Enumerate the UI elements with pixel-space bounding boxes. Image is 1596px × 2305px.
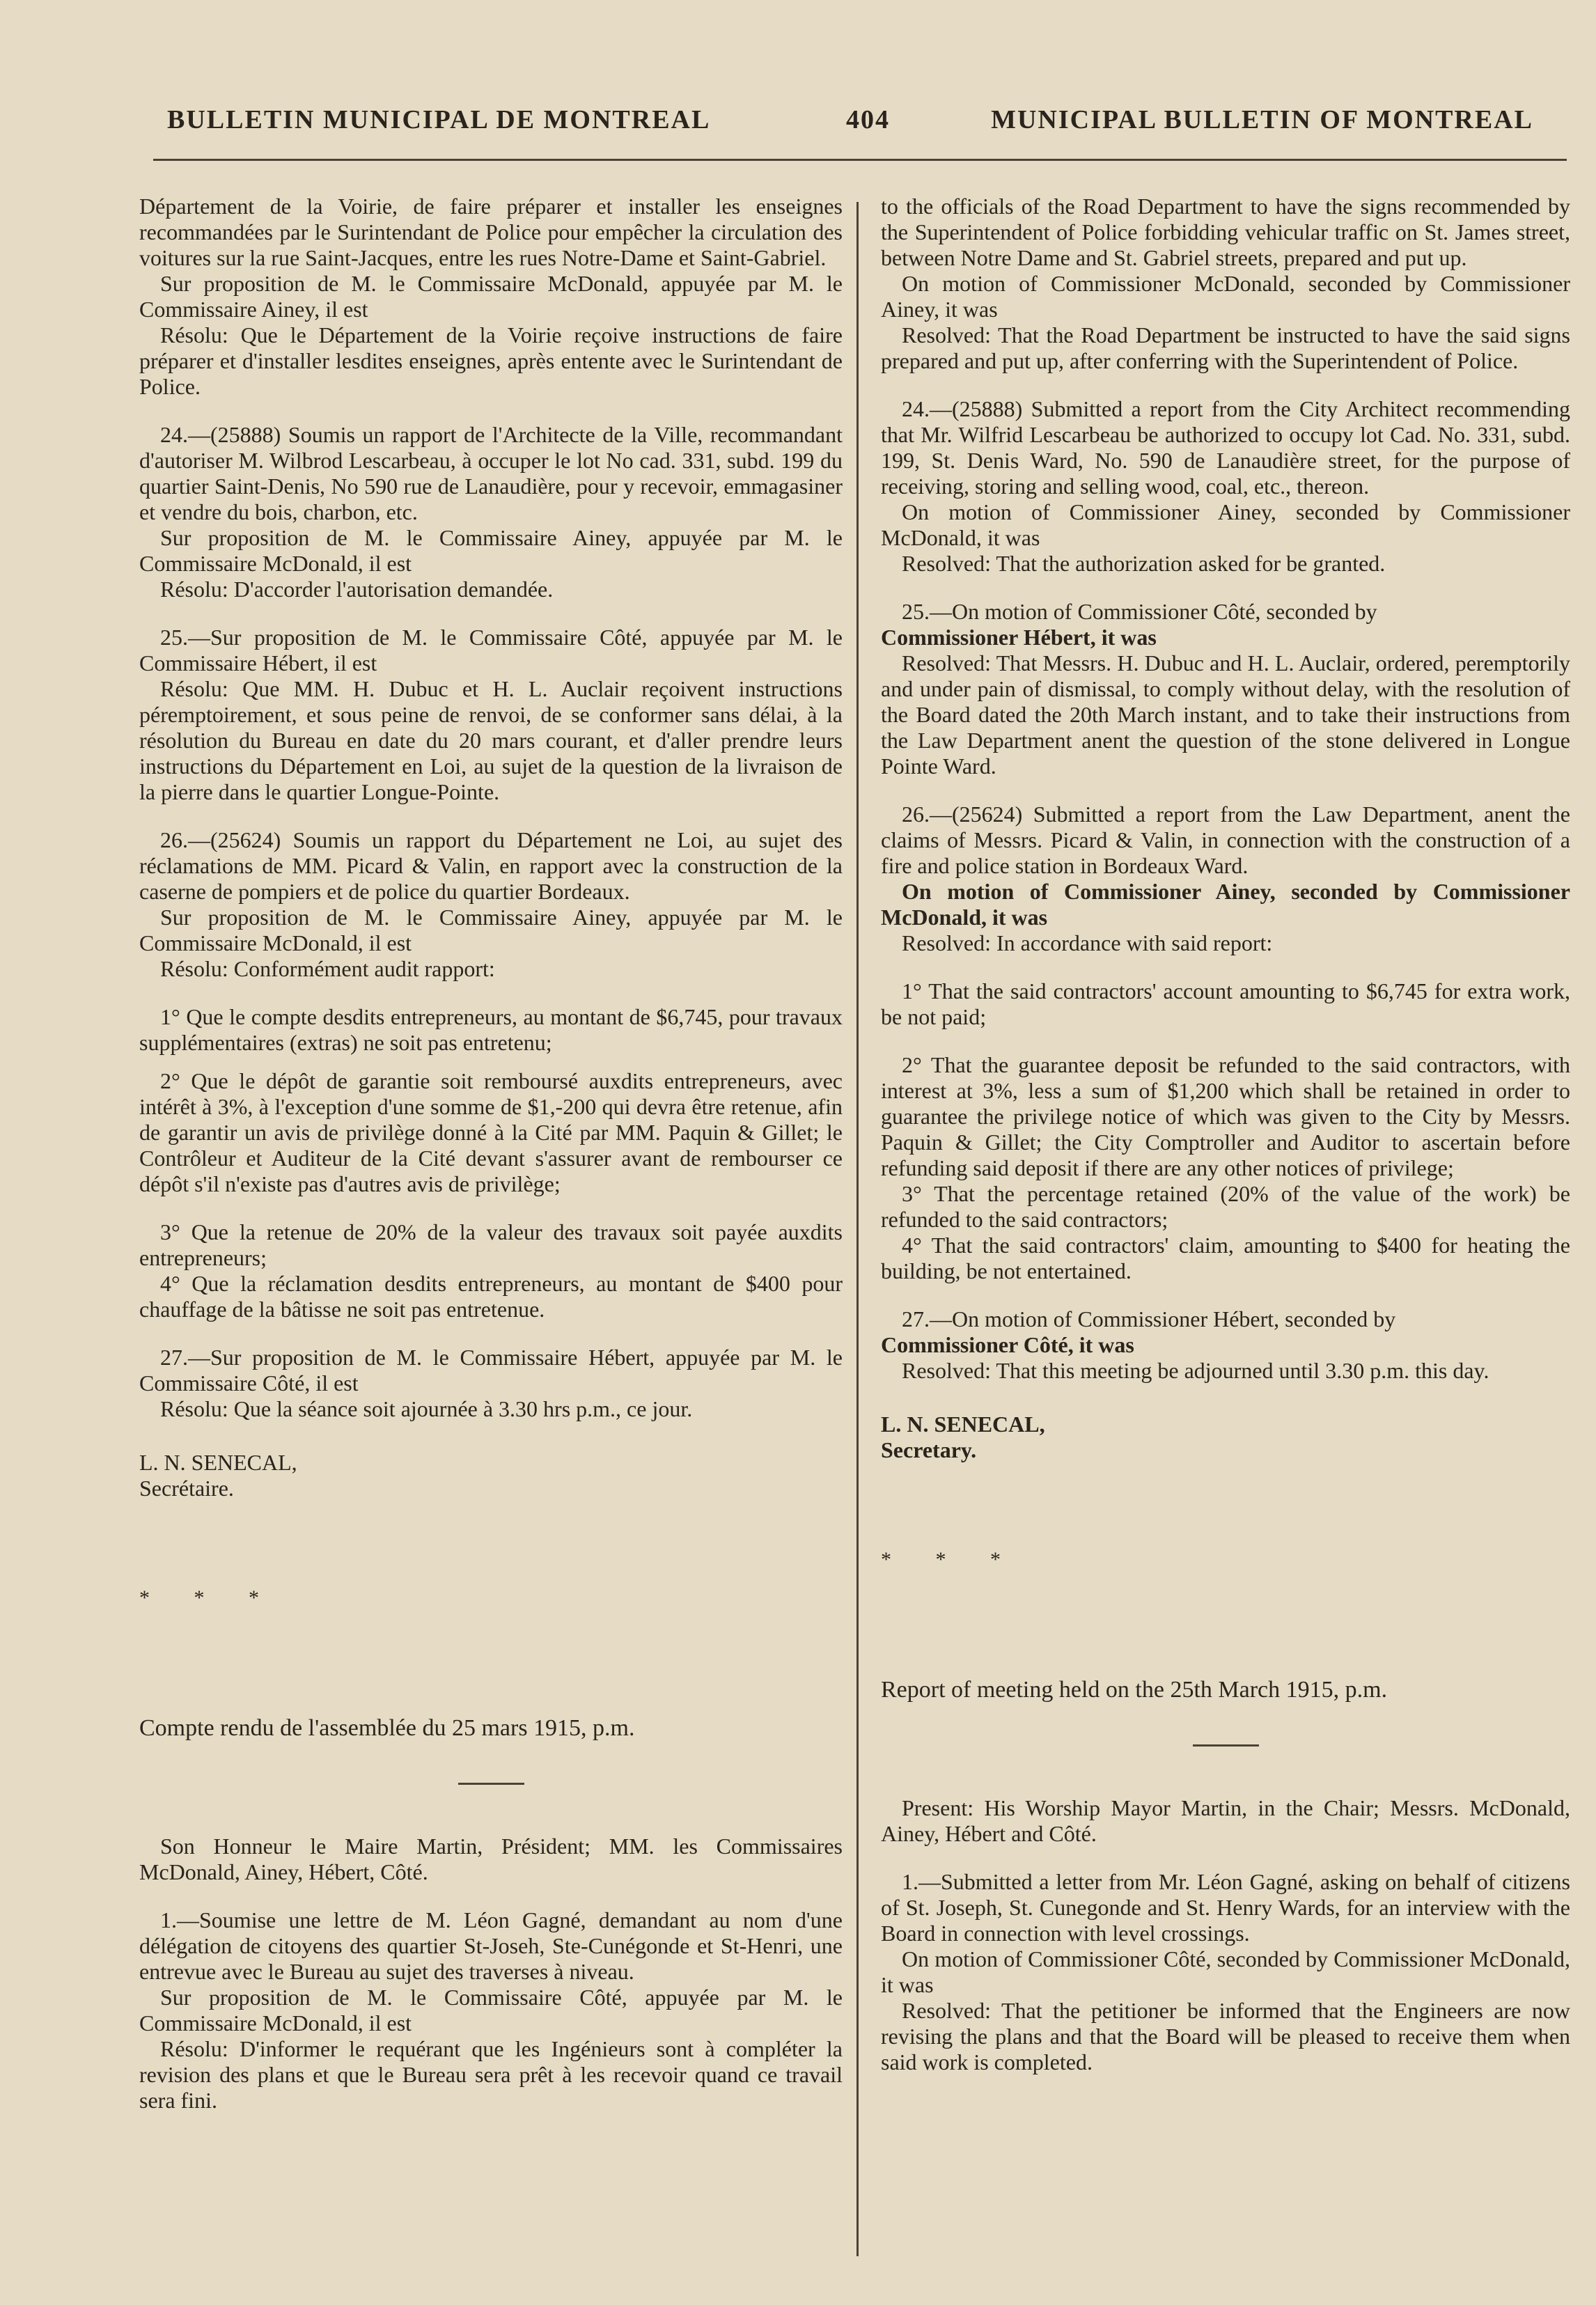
list-item: 1° Que le compte desdits entrepreneurs, au montant de $6,745, pour travaux supplémentaires (extras) ne soit pas entretenu; — [139, 1004, 843, 1055]
list-item: 4° That the said contractors' claim, amounting to $400 for heating the building, be not entertained. — [881, 1233, 1570, 1283]
list-item: 1° That the said contractors' account amounting to $6,745 for extra work, be not paid; — [881, 978, 1570, 1029]
paragraph: Résolu: Conformément audit rapport: — [160, 956, 495, 981]
header-rule — [153, 159, 1567, 161]
short-rule — [1193, 1744, 1259, 1747]
paragraph: Résolu: D'accorder l'autorisation demandée. — [160, 577, 554, 602]
paragraph: Résolu: Que MM. H. Dubuc et H. L. Auclair reçoivent instructions péremptoirement, et sous peine de renvoi, de se conformer sans délai, à la résolution du Bureau en date du 20 mars courant, et d'aller prendre leurs instructions du Département en Loi, au sujet de la question de la livraison de la pierre dans le quartier Longue-Pointe. — [139, 676, 843, 804]
page-header — [167, 104, 1533, 146]
item-26: 26.—(25624) Soumis un rapport du Département ne Loi, au sujet des réclamations de MM. Picard & Valin, en rapport avec la construction de la caserne de pompiers et de police du quartier Bordeaux. — [139, 827, 843, 904]
paragraph: On motion of Commissioner Côté, seconded by Commissioner McDonald, it was — [881, 1946, 1570, 1997]
paragraph: On motion of Commissioner Ainey, seconded by Commissioner McDonald, it was — [881, 879, 1570, 930]
list-item: 3° That the percentage retained (20% of the value of the work) be refunded to the said contractors; — [881, 1181, 1570, 1232]
signature-title: Secrétaire. — [139, 1476, 234, 1501]
paragraph: Département de la Voirie, de faire préparer et installer les enseignes recommandées par le Surintendant de Police pour empêcher la circulation des voitures sur la rue Saint-Jacques, entre les rues Notre-Dame et Saint-Gabriel. — [139, 194, 843, 270]
report-title: Report of meeting held on the 25th March 1915, p.m. — [881, 1677, 1388, 1703]
item-26: 26.—(25624) Submitted a report from the Law Department, anent the claims of Messrs. Picard & Valin, in connection with the construction of a fire and police station in Bordeaux Ward. — [881, 802, 1570, 878]
list-item: 4° Que la réclamation desdits entrepreneurs, au montant de $400 pour chauffage de la bâtisse ne soit pas entretenue. — [139, 1271, 843, 1322]
paragraph: Sur proposition de M. le Commissaire McDonald, appuyée par M. le Commissaire Ainey, il est — [139, 271, 843, 322]
paragraph: Resolved: That the authorization asked for be granted. — [902, 551, 1386, 576]
signature-name: L. N. SENECAL, — [139, 1450, 297, 1475]
paragraph: Résolu: Que le Département de la Voirie reçoive instructions de faire préparer et d'installer lesdites enseignes, après entente avec le Surintendant de Police. — [139, 322, 843, 399]
item-27: 27.—On motion of Commissioner Hébert, seconded by — [902, 1306, 1396, 1331]
list-item: 2° That the guarantee deposit be refunded to the said contractors, with interest at 3%, less a sum of $1,200 which shall be retained in order to guarantee the privilege notice of which was given to the City by Messrs. Paquin & Gillet; the City Comptroller and Auditor to ascertain before refunding said deposit if there are any other notices of privilege; — [881, 1052, 1570, 1180]
signature-name: L. N. SENECAL, — [881, 1412, 1045, 1437]
paragraph: Sur proposition de M. le Commissaire Ainey, appuyée par M. le Commissaire McDonald, il est — [139, 525, 843, 576]
paragraph: Sur proposition de M. le Commissaire Côté, appuyée par M. le Commissaire McDonald, il est — [139, 1985, 843, 2036]
paragraph: On motion of Commissioner McDonald, seconded by Commissioner Ainey, it was — [881, 271, 1570, 322]
report-title: Compte rendu de l'assemblée du 25 mars 1915, p.m. — [139, 1715, 635, 1741]
signature-title: Secretary. — [881, 1437, 977, 1462]
header-title-english: MUNICIPAL BULLETIN OF MONTREAL — [991, 105, 1533, 134]
paragraph: Commissioner Hébert, it was — [881, 625, 1157, 650]
paragraph: Commissioner Côté, it was — [881, 1332, 1134, 1357]
item-1: 1.—Soumise une lettre de M. Léon Gagné, demandant au nom d'une délégation de citoyens des quartier St-Joseh, Ste-Cunégonde et St-Henri, une entrevue avec le Bureau au sujet des traverses à niveau. — [139, 1907, 843, 1984]
paragraph: Sur proposition de M. le Commissaire Ainey, appuyée par M. le Commissaire McDonald, il est — [139, 905, 843, 955]
paragraph: Résolu: D'informer le requérant que les Ingénieurs sont à compléter la revision des plans et que le Bureau sera prêt à les recevoir quand ce travail sera fini. — [139, 2036, 843, 2113]
item-24: 24.—(25888) Submitted a report from the City Architect recommending that Mr. Wilfrid Lescarbeau be authorized to occupy lot Cad. No. 331, subd. 199, St. Denis Ward, No. 590 de Lanaudière street, for the purpose of receiving, storing and selling wood, coal, etc., thereon. — [881, 396, 1570, 499]
item-25: 25.—Sur proposition de M. le Commissaire Côté, appuyée par M. le Commissaire Hébert, il est — [139, 625, 843, 675]
paragraph: Resolved: In accordance with said report: — [902, 930, 1273, 955]
list-item: 2° Que le dépôt de garantie soit remboursé auxdits entrepreneurs, avec intérêt à 3%, à l'exception d'une somme de $1,-200 qui devra être retenue, afin de garantir un avis de privilège donné à la Cité par MM. Paquin & Gillet; le Contrôleur et Auditeur de la Cité devant s'assurer avant de rembourser ce dépôt s'il n'existe pas d'autres avis de privilège; — [139, 1068, 843, 1196]
column-divider — [856, 202, 859, 2256]
attendance: Present: His Worship Mayor Martin, in the Chair; Messrs. McDonald, Ainey, Hébert and Côté. — [881, 1795, 1570, 1846]
paragraph: On motion of Commissioner Ainey, seconded by Commissioner McDonald, it was — [881, 499, 1570, 550]
paragraph: Resolved: That the Road Department be instructed to have the said signs prepared and put up, after conferring with the Superintendent of Police. — [881, 322, 1570, 373]
paragraph: Resolved: That this meeting be adjourned until 3.30 p.m. this day. — [902, 1358, 1489, 1383]
header-title-french: BULLETIN MUNICIPAL DE MONTREAL — [167, 105, 711, 134]
section-separator: * * * — [881, 1548, 1020, 1571]
item-27: 27.—Sur proposition de M. le Commissaire Hébert, appuyée par M. le Commissaire Côté, il est — [139, 1345, 843, 1396]
item-25: 25.—On motion of Commissioner Côté, seconded by — [902, 599, 1377, 624]
paragraph: Resolved: That the petitioner be informed that the Engineers are now revising the plans and that the Board will be pleased to receive them when said work is completed. — [881, 1998, 1570, 2074]
attendance: Son Honneur le Maire Martin, Président; MM. les Commissaires McDonald, Ainey, Hébert, Côté. — [139, 1834, 843, 1884]
short-rule — [458, 1783, 524, 1785]
item-24: 24.—(25888) Soumis un rapport de l'Architecte de la Ville, recommandant d'autoriser M. Wilbrod Lescarbeau, à occuper le lot No cad. 331, subd. 199 du quartier Saint-Denis, No 590 rue de Lanaudière, pour y recevoir, emmagasiner et vendre du bois, charbon, etc. — [139, 422, 843, 524]
page-number: 404 — [846, 105, 890, 134]
paragraph: Resolved: That Messrs. H. Dubuc and H. L. Auclair, ordered, peremptorily and under pain of dismissal, to comply without delay, with the resolution of the Board dated the 20th March instant, and to take their instructions from the Law Department anent the question of the stone delivered in Longue Pointe Ward. — [881, 650, 1570, 779]
item-1: 1.—Submitted a letter from Mr. Léon Gagné, asking on behalf of citizens of St. Joseph, St. Cunegonde and St. Henry Wards, for an interview with the Board in connection with level crossings. — [881, 1869, 1570, 1946]
list-item: 3° Que la retenue de 20% de la valeur des travaux soit payée auxdits entrepreneurs; — [139, 1219, 843, 1270]
french-column — [139, 194, 843, 2113]
paragraph: to the officials of the Road Department to have the signs recommended by the Superintendent of Police forbidding vehicular traffic on St. James street, between Notre Dame and St. Gabriel streets, prepared and put up. — [881, 194, 1570, 270]
paragraph: Résolu: Que la séance soit ajournée à 3.30 hrs p.m., ce jour. — [160, 1396, 693, 1421]
english-column — [881, 194, 1570, 2075]
section-separator: * * * — [139, 1586, 279, 1609]
